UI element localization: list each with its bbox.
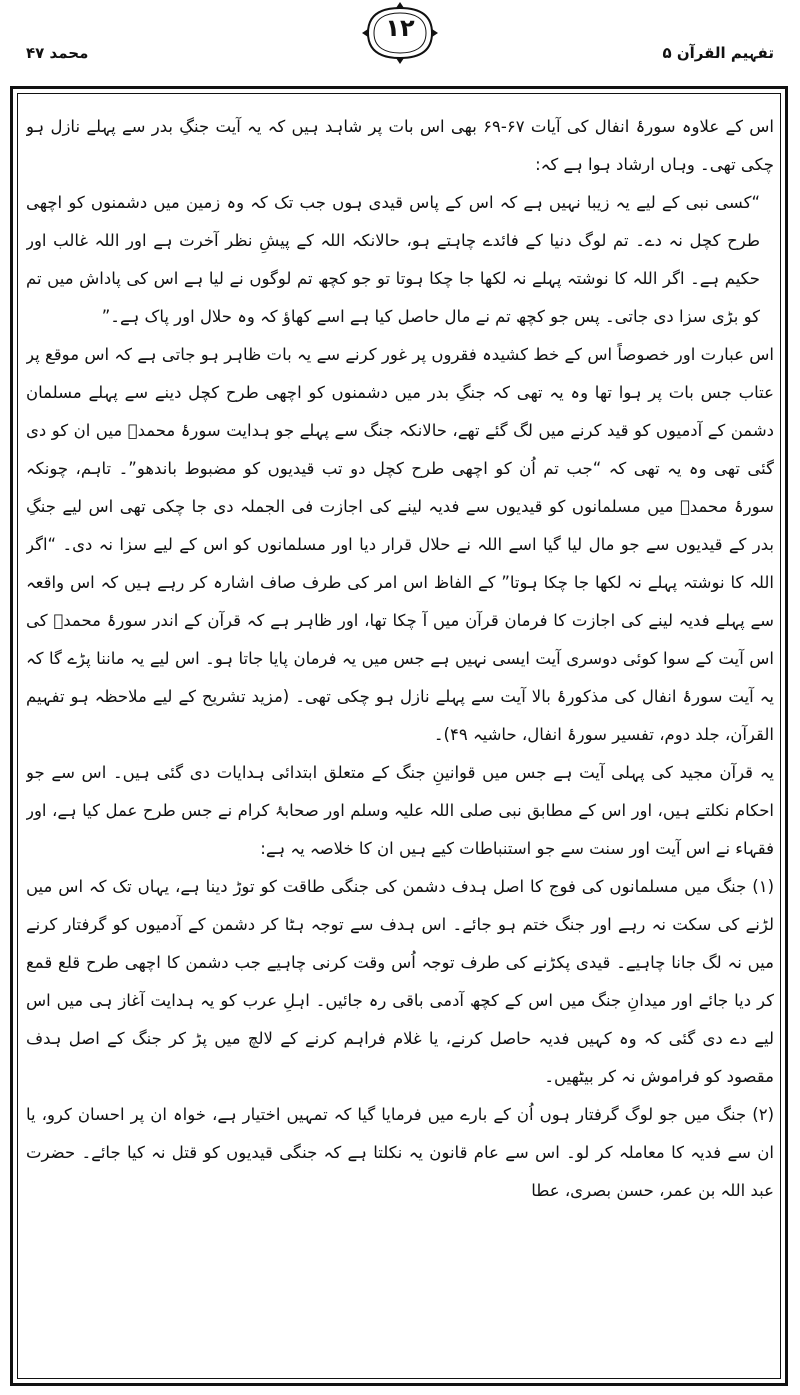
page-number-badge <box>360 2 440 64</box>
page-number: ۱۲ <box>385 14 415 42</box>
paragraph-analysis: اس عبارت اور خصوصاً اس کے خط کشیدہ فقروں پر غور کرنے سے یہ بات ظاہر ہو جاتی ہے کہ اس موقع پر عتاب جس بات پر ہوا تھا وہ یہ تھی کہ جنگِ بدر میں دشمنوں کو اچھی طرح کچل دینے سے پہلے مسلمان دشمن کے آدمیوں کو قید کرنے میں لگ گئے تھے، حالانکہ جنگ سے پہلے جو ہدایت سورۂ محمدؐ میں ان کو دی گئی تھی وہ یہ تھی کہ “جب تم اُن کو اچھی طرح کچل دو تب قیدیوں کو مضبوط باندھو”۔ تاہم، چونکہ سورۂ محمدؐ میں مسلمانوں کو قیدیوں سے فدیہ لینے کی اجازت فی الجملہ دی جا چکی تھی اس لیے جنگِ بدر کے قیدیوں سے جو مال لیا گیا اسے اللہ نے حلال قرار دیا اور مسلمانوں کو اس کے لیے سزا نہ دی۔ “اگر اللہ کا نوشتہ پہلے نہ لکھا جا چکا ہوتا” کے الفاظ اس امر کی طرف صاف اشارہ کر رہے ہیں کہ اس واقعہ سے پہلے فدیہ لینے کی اجازت کا فرمان قرآن میں آ چکا تھا، اور ظاہر ہے کہ قرآن کے اندر سورۂ محمدؐ کی اس آیت کے سوا کوئی دوسری آیت ایسی نہیں ہے جس میں یہ فرمان پایا جاتا ہو۔ اس لیے یہ ماننا پڑے گا کہ یہ آیت سورۂ انفال کی مذکورۂ بالا آیت سے پہلے نازل ہو چکی تھی۔ (مزید تشریح کے لیے ملاحظہ ہو تفہیم القرآن، جلد دوم، تفسیر سورۂ انفال، حاشیہ ۴۹)۔ <box>26 345 774 744</box>
page-header <box>0 0 800 84</box>
paragraph-intro: اس کے علاوہ سورۂ انفال کی آیات ۶۷-۶۹ بھی اس بات پر شاہد ہیں کہ یہ آیت جنگِ بدر سے پہلے نازل ہو چکی تھی۔ وہاں ارشاد ہوا ہے کہ: <box>26 117 774 174</box>
quranic-quote: “کسی نبی کے لیے یہ زیبا نہیں ہے کہ اس کے پاس قیدی ہوں جب تک کہ وہ زمین میں دشمنوں کو اچھی طرح کچل نہ دے۔ تم لوگ دنیا کے فائدے چاہتے ہو، حالانکہ اللہ کے پیشِ نظر آخرت ہے اور اللہ غالب اور حکیم ہے۔ اگر اللہ کا نوشتہ پہلے نہ لکھا جا چکا ہوتا تو جو کچھ تم لوگوں نے لیا ہے اس کی پاداش میں تم کو بڑی سزا دی جاتی۔ پس جو کچھ تم نے مال حاصل کیا ہے اسے کھاؤ کہ وہ حلال اور پاک ہے۔” <box>26 193 760 326</box>
surah-label: محمد ۴۷ <box>26 44 89 62</box>
page-body <box>26 108 774 1378</box>
rule-item-1: (۱) جنگ میں مسلمانوں کی فوج کا اصل ہدف دشمن کی جنگی طاقت کو توڑ دینا ہے، یہاں تک کہ اس میں لڑنے کی سکت نہ رہے اور جنگ ختم ہو جائے۔ اس ہدف سے توجہ ہٹا کر دشمن کے آدمیوں کو گرفتار کرنے میں نہ لگ جانا چاہیے۔ قیدی پکڑنے کی طرف توجہ اُس وقت کرنی چاہیے جب دشمن کا اچھی طرح قلع قمع کر دیا جائے اور میدانِ جنگ میں اس کے کچھ آدمی باقی رہ جائیں۔ اہلِ عرب کو یہ ہدایت آغاز ہی میں اس لیے دے دی گئی کہ وہ کہیں فدیہ حاصل کرنے، یا غلام فراہم کرنے کے لالچ میں پڑ کر جنگ کے اصل ہدف مقصود کو فراموش نہ کر بیٹھیں۔ <box>26 877 774 1086</box>
rule-item-2: (۲) جنگ میں جو لوگ گرفتار ہوں اُن کے بارے میں فرمایا گیا کہ تمہیں اختیار ہے، خواہ ان پر احسان کرو، یا ان سے فدیہ کا معاملہ کر لو۔ اس سے عام قانون یہ نکلتا ہے کہ جنگی قیدیوں کو قتل نہ کیا جائے۔ حضرت عبد اللہ بن عمر، حسن بصری، عطا <box>26 1105 774 1200</box>
book-title: تفہیم القرآن ۵ <box>662 44 774 62</box>
paragraph-rules-intro: یہ قرآن مجید کی پہلی آیت ہے جس میں قوانینِ جنگ کے متعلق ابتدائی ہدایات دی گئی ہیں۔ اس سے جو احکام نکلتے ہیں، اور اس کے مطابق نبی صلی اللہ علیہ وسلم اور صحابۂ کرام نے جس طرح عمل کیا ہے، اور فقہاء نے اس آیت اور سنت سے جو استنباطات کیے ہیں ان کا خلاصہ یہ ہے: <box>26 763 774 858</box>
